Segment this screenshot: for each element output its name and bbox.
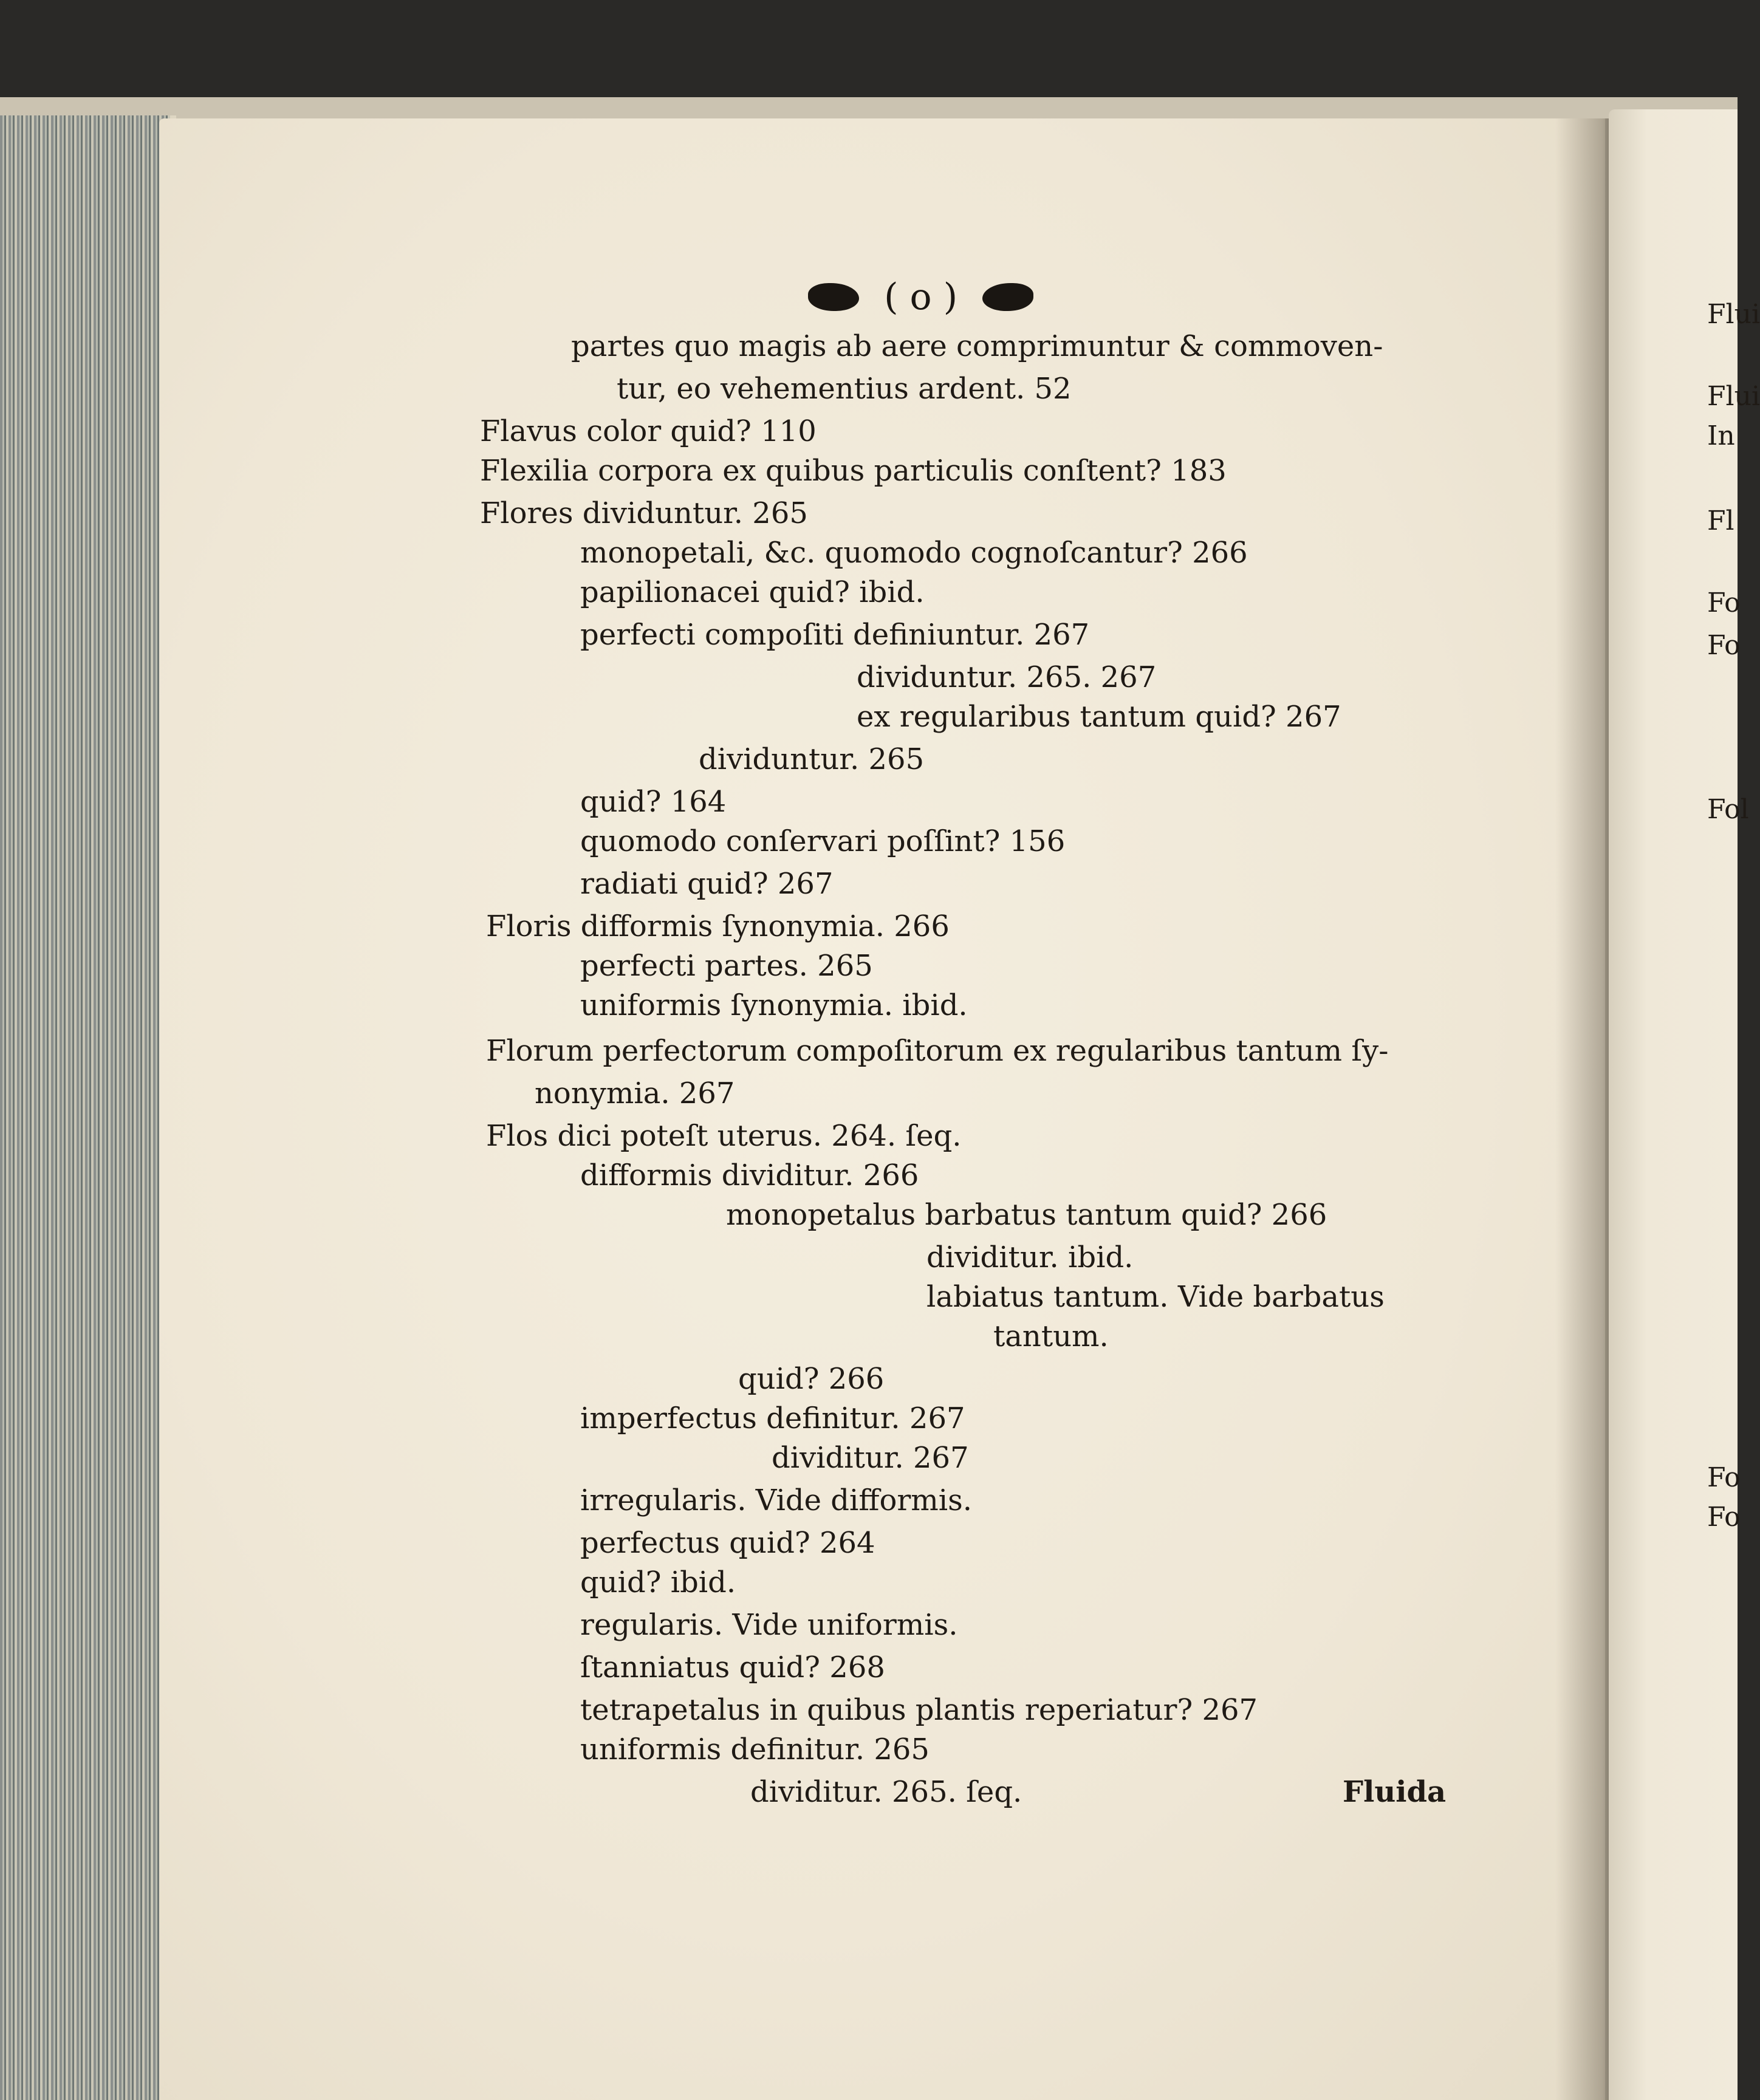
fragment: Fl (1707, 505, 1734, 536)
catchword: Fluida (1343, 1775, 1447, 1809)
left-ornament-icon (808, 283, 859, 311)
page-header (808, 273, 1033, 318)
right-ornament-icon (982, 283, 1033, 311)
index-line: Floris difformis ſynonymia. 266 (486, 909, 950, 943)
index-line: partes quo magis ab aere comprimuntur & commoven- (571, 329, 1383, 363)
index-line: radiati quid? 267 (580, 867, 834, 901)
index-line: quomodo conſervari poſſint? 156 (580, 824, 1066, 858)
index-line: quid? ibid. (580, 1565, 736, 1599)
fragment: Flui (1707, 381, 1760, 412)
index-line: dividuntur. 265. 267 (857, 660, 1157, 694)
fragment: Fo (1707, 1502, 1741, 1533)
index-line: nonymia. 267 (535, 1076, 735, 1110)
index-line: Flores dividuntur. 265 (480, 496, 808, 530)
index-line: irregularis. Vide difformis. (580, 1483, 973, 1517)
index-line: uniformis definitur. 265 (580, 1732, 930, 1767)
index-line: papilionacei quid? ibid. (580, 575, 925, 609)
index-line: regularis. Vide uniformis. (580, 1608, 958, 1642)
index-line: perfectus quid? 264 (580, 1526, 875, 1560)
index-line: monopetalus barbatus tantum quid? 266 (726, 1198, 1327, 1232)
index-line: tetrapetalus in quibus plantis reperiatur? 267 (580, 1693, 1258, 1727)
index-line: dividuntur. 265 (699, 742, 925, 776)
index-line: monopetali, &c. quomodo cognoſcantur? 266 (580, 536, 1248, 570)
index-line: Flavus color quid? 110 (480, 414, 817, 448)
index-line: dividitur. ibid. (926, 1240, 1134, 1274)
index-line: dividitur. 267 (772, 1441, 969, 1475)
index-line: perfecti partes. 265 (580, 949, 873, 983)
index-line: imperfectus definitur. 267 (580, 1401, 965, 1435)
index-line: perfecti compoſiti definiuntur. 267 (580, 618, 1090, 652)
index-line: ex regularibus tantum quid? 267 (857, 700, 1341, 734)
index-line: tantum. (993, 1319, 1109, 1353)
fragment: Fo (1707, 587, 1741, 618)
index-line: Florum perfectorum compoſitorum ex regularibus tantum ſy- (486, 1034, 1389, 1068)
index-line: Flos dici poteſt uterus. 264. ſeq. (486, 1119, 962, 1153)
page-edges (0, 115, 176, 2100)
index-line: difformis dividitur. 266 (580, 1158, 919, 1192)
page-marker: ( o ) (884, 276, 958, 319)
index-line: quid? 164 (580, 785, 727, 819)
fragment: Flui (1707, 299, 1760, 330)
index-line: labiatus tantum. Vide barbatus (926, 1280, 1385, 1314)
fragment: Fo (1707, 1462, 1741, 1493)
index-line: tur, eo vehementius ardent. 52 (617, 372, 1072, 406)
index-line: uniformis ſynonymia. ibid. (580, 988, 968, 1022)
fragment: In (1707, 420, 1735, 451)
index-line: dividitur. 265. ſeq. (750, 1775, 1022, 1809)
fragment: Fol (1707, 794, 1749, 825)
fragment: Fo (1707, 630, 1741, 661)
index-line: Flexilia corpora ex quibus particulis conſtent? 183 (480, 454, 1227, 488)
index-line: ſtanniatus quid? 268 (580, 1650, 885, 1684)
index-line: quid? 266 (738, 1362, 885, 1396)
